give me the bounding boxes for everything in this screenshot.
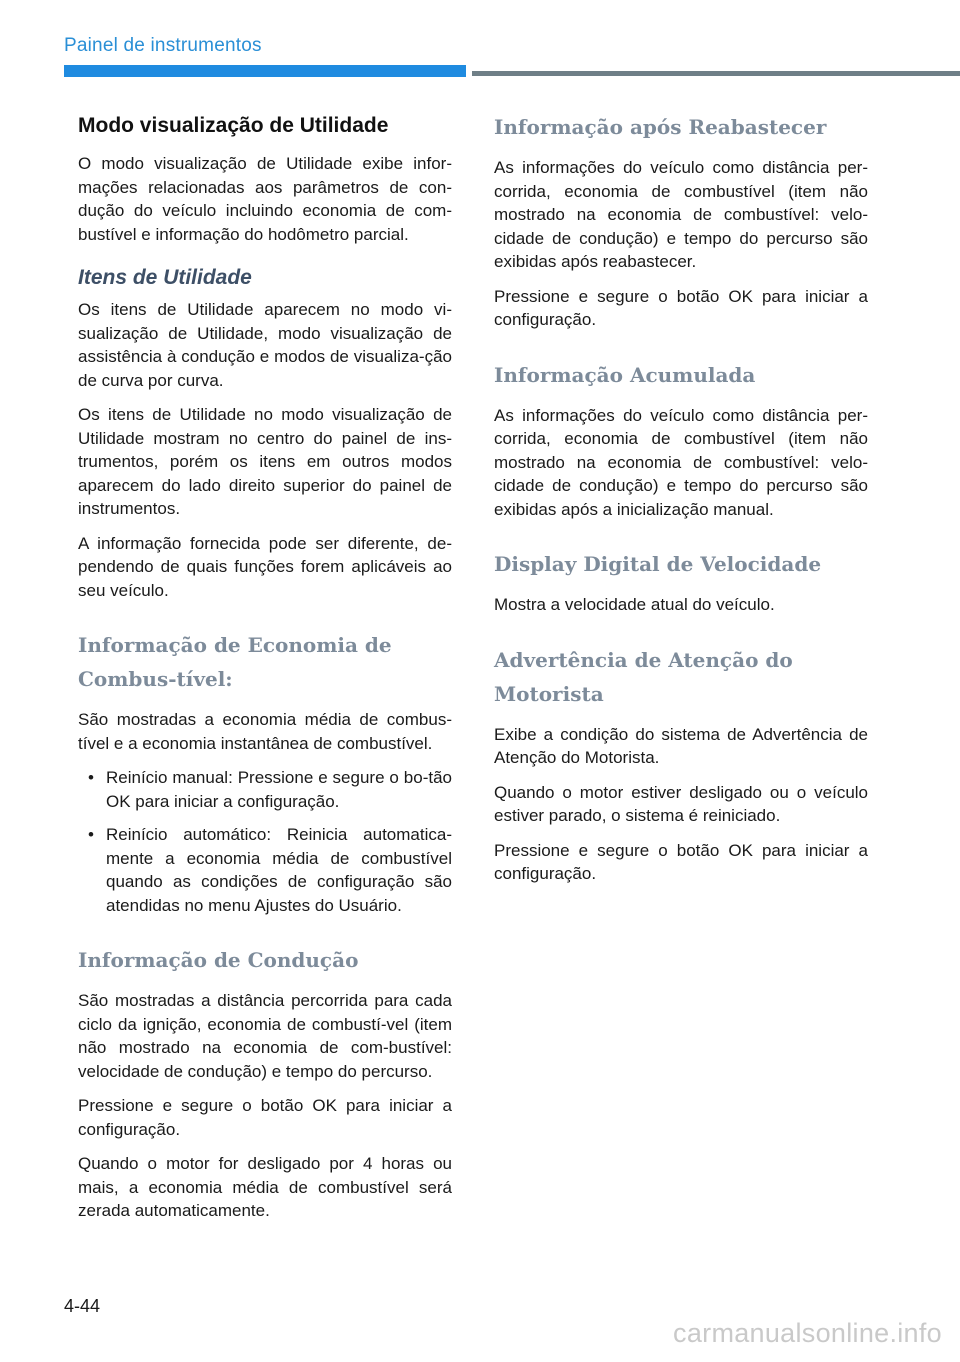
accumulated-info-paragraph: As informações do veículo como distância per-corrida, economia de combustível (item não mostrado na economia de combustível: velo-cidade de condução) e tempo do percurso são exibidas após a inicialização manual. [494, 405, 868, 519]
driver-attention-paragraph-3: Pressione e segure o botão OK para iniciar a configuração. [494, 840, 868, 883]
driving-info-heading: Informação de Condução [78, 948, 359, 972]
list-item-text: Reinício manual: Pressione e segure o bo-tão OK para iniciar a configuração. [106, 768, 452, 811]
page-header-title: Painel de instrumentos [64, 35, 262, 56]
accumulated-info-heading: Informação Acumulada [494, 362, 756, 387]
header-rule [472, 71, 960, 76]
watermark: carmanualsonline.info [673, 1318, 942, 1348]
items-paragraph-2: Os itens de Utilidade no modo visualização de Utilidade mostram no centro do painel de ins-trumentos, porém os itens em outros modos aparecem do lado direito superior do painel de instrumentos. [78, 405, 452, 518]
refuel-info-paragraph-2: Pressione e segure o botão OK para iniciar a configuração. [494, 286, 868, 329]
right-column [494, 110, 868, 897]
driver-attention-paragraph-1: Exibe a condição do sistema de Advertência de Atenção do Motorista. [494, 724, 868, 767]
items-paragraph-1: Os itens de Utilidade aparecem no modo vi-sualização de Utilidade, modo visualização de assistência à condução e modos de visualiza-ção de curva por curva. [78, 300, 452, 390]
driver-attention-paragraph-2: Quando o motor estiver desligado ou o veículo estiver parado, o sistema é reiniciado. [494, 782, 868, 825]
digital-speed-heading: Display Digital de Velocidade [494, 552, 822, 576]
list-item [78, 823, 452, 917]
refuel-info-paragraph-1: As informações do veículo como distância per-corrida, economia de combustível (item não mostrado na economia de combustível: velo-cidade de condução) e tempo do percurso são exibidas após reabastecer. [494, 158, 868, 271]
bullet-marker: • [88, 768, 94, 787]
bullet-marker: • [88, 825, 94, 844]
fuel-economy-list [78, 766, 452, 917]
items-paragraph-3: A informação fornecida pode ser diferente, de-pendendo de quais funções forem aplicáveis ao seu veículo. [78, 533, 452, 600]
driving-info-paragraph-2: Pressione e segure o botão OK para iniciar a configuração. [78, 1096, 452, 1139]
list-item [78, 766, 452, 813]
intro-paragraph: O modo visualização de Utilidade exibe infor-mações relacionadas aos parâmetros de con-dução do veículo incluindo economia de com-bustível e informação do hodômetro parcial. [78, 154, 452, 244]
section-title: Modo visualização de Utilidade [78, 114, 389, 137]
page-number: 4-44 [64, 1296, 101, 1316]
list-item-text: Reinício automático: Reinicia automatica-mente a economia média de combustível quando as condições de configuração são atendidas no menu Ajustes do Usuário. [106, 825, 452, 915]
items-heading: Itens de Utilidade [78, 266, 252, 289]
header-accent-bar [64, 65, 466, 77]
driving-info-paragraph-3: Quando o motor for desligado por 4 horas ou mais, a economia média de combustível será zerada automaticamente. [78, 1154, 452, 1220]
driver-attention-heading: Advertência de Atenção do Motorista [494, 647, 793, 706]
refuel-info-heading: Informação após Reabastecer [494, 115, 827, 139]
left-column [78, 110, 452, 1234]
fuel-economy-paragraph: São mostradas a economia média de combus-tível e a economia instantânea de combustível. [78, 710, 452, 753]
digital-speed-paragraph: Mostra a velocidade atual do veículo. [494, 595, 775, 614]
fuel-economy-heading: Informação de Economia de Combus-tível: [78, 633, 392, 691]
driving-info-paragraph-1: São mostradas a distância percorrida para cada ciclo da ignição, economia de combustí-vel (item não mostrado na economia de com-bustível: velocidade de condução) e tempo do percurso. [78, 991, 452, 1081]
